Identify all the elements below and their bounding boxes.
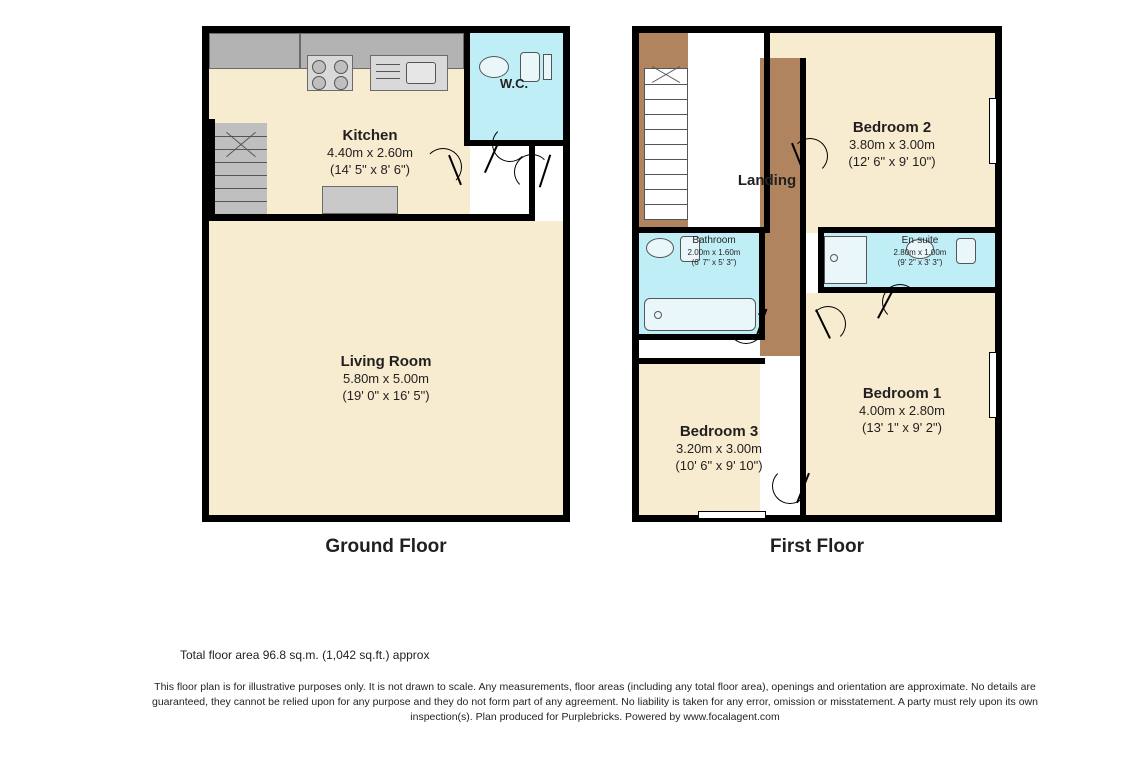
kitchen-dims-m: 4.40m x 2.60m bbox=[327, 145, 413, 161]
landing-label bbox=[706, 171, 828, 190]
bedroom3-dims-m: 3.20m x 3.00m bbox=[676, 441, 762, 457]
wall-bedroom2-left bbox=[764, 33, 770, 233]
bedroom2-label bbox=[792, 118, 992, 170]
stair-step bbox=[644, 159, 688, 160]
stair-step bbox=[644, 144, 688, 145]
wall-kitchen-bottom bbox=[209, 214, 529, 221]
ensuite-label bbox=[860, 235, 980, 268]
bathroom-label bbox=[654, 235, 774, 268]
living-room-label bbox=[276, 352, 496, 404]
stair-step bbox=[644, 129, 688, 130]
kitchen-label bbox=[260, 126, 480, 178]
wall-bedroom3-top bbox=[639, 358, 765, 364]
stair-step bbox=[215, 188, 267, 189]
bedroom3-label bbox=[634, 422, 804, 474]
wc-name: W.C. bbox=[499, 76, 529, 91]
shower-tray-icon bbox=[830, 254, 838, 262]
kitchen-island bbox=[322, 186, 398, 214]
bathroom-dims-ft: (6' 7" x 5' 3") bbox=[691, 258, 737, 268]
ground-floor-title: Ground Floor bbox=[325, 536, 447, 557]
disclaimer-text: This floor plan is for illustrative purposes only. It is not drawn to scale. Any measurements, floor areas (including any total floor area), openings and orientation are approximate. No details are guaranteed, they cannot be relied upon for any purpose and they do not form part of any agreement. No liability is taken for any error, omission or misstatement. A party must rely upon its own inspection(s). Plan produced for Purplebricks. Powered by www.focalagent.com bbox=[152, 681, 1038, 724]
stair-step bbox=[644, 189, 688, 190]
bedroom2-name: Bedroom 2 bbox=[852, 119, 932, 136]
kitchen-counter-left bbox=[209, 33, 300, 69]
landing-name: Landing bbox=[737, 172, 797, 189]
ensuite-name: En-suite bbox=[901, 235, 939, 246]
hob-burner bbox=[312, 76, 326, 90]
kitchen-dims-ft: (14' 5" x 8' 6") bbox=[330, 161, 410, 177]
wall-ensuite-top bbox=[818, 227, 995, 233]
living-room-dims-ft: (19' 0" x 16' 5") bbox=[342, 387, 430, 403]
hob-burner bbox=[334, 76, 348, 90]
first-floor-plan bbox=[632, 26, 1002, 522]
living-room-dims-m: 5.80m x 5.00m bbox=[343, 371, 429, 387]
bathroom-dims-m: 2.00m x 1.60m bbox=[687, 247, 741, 257]
bedroom1-name: Bedroom 1 bbox=[862, 385, 942, 402]
stair-step bbox=[644, 174, 688, 175]
stair-step bbox=[644, 84, 688, 85]
hob-burner bbox=[334, 60, 348, 74]
ensuite-dims-m: 2.80m x 1.00m bbox=[893, 247, 947, 257]
wall-left bbox=[202, 26, 209, 522]
wall-bottom bbox=[202, 515, 570, 522]
door-arc-living bbox=[514, 154, 550, 190]
bedroom3-name: Bedroom 3 bbox=[679, 423, 759, 440]
stair-step bbox=[644, 99, 688, 100]
bathroom-name: Bathroom bbox=[692, 235, 736, 246]
stair-step bbox=[644, 114, 688, 115]
wc-label bbox=[474, 76, 554, 93]
sink-drainer-line bbox=[376, 71, 400, 72]
bedroom1-dims-m: 4.00m x 2.80m bbox=[859, 403, 945, 419]
first-floor-title: First Floor bbox=[770, 536, 864, 557]
total-floor-area: Total floor area 96.8 sq.m. (1,042 sq.ft.) approx bbox=[180, 648, 430, 662]
wall-bottom bbox=[632, 515, 1002, 522]
bath-plug-icon bbox=[654, 311, 662, 319]
sink-drainer-line bbox=[376, 64, 400, 65]
living-room-name: Living Room bbox=[340, 353, 432, 370]
wall-bathroom-top bbox=[639, 227, 770, 233]
ensuite-dims-ft: (9' 2" x 3' 3") bbox=[897, 258, 943, 268]
bedroom3-dims-ft: (10' 6" x 9' 10") bbox=[675, 457, 763, 473]
stair-step bbox=[215, 201, 267, 202]
bedroom1-dims-ft: (13' 1" x 9' 2") bbox=[862, 419, 942, 435]
hob-burner bbox=[312, 60, 326, 74]
bedroom1-label bbox=[812, 384, 992, 436]
wall-top bbox=[202, 26, 570, 33]
sink-basin bbox=[406, 62, 436, 84]
wc-basin-icon bbox=[479, 56, 509, 78]
kitchen-name: Kitchen bbox=[342, 127, 398, 144]
wall-right bbox=[563, 26, 570, 522]
bedroom2-dims-m: 3.80m x 3.00m bbox=[849, 137, 935, 153]
stair-step bbox=[644, 204, 688, 205]
bedroom2-dims-ft: (12' 6" x 9' 10") bbox=[848, 153, 936, 169]
sink-drainer-line bbox=[376, 78, 400, 79]
wall-top bbox=[632, 26, 1002, 33]
window-bedroom3 bbox=[698, 511, 766, 519]
ground-floor-plan bbox=[202, 26, 570, 522]
